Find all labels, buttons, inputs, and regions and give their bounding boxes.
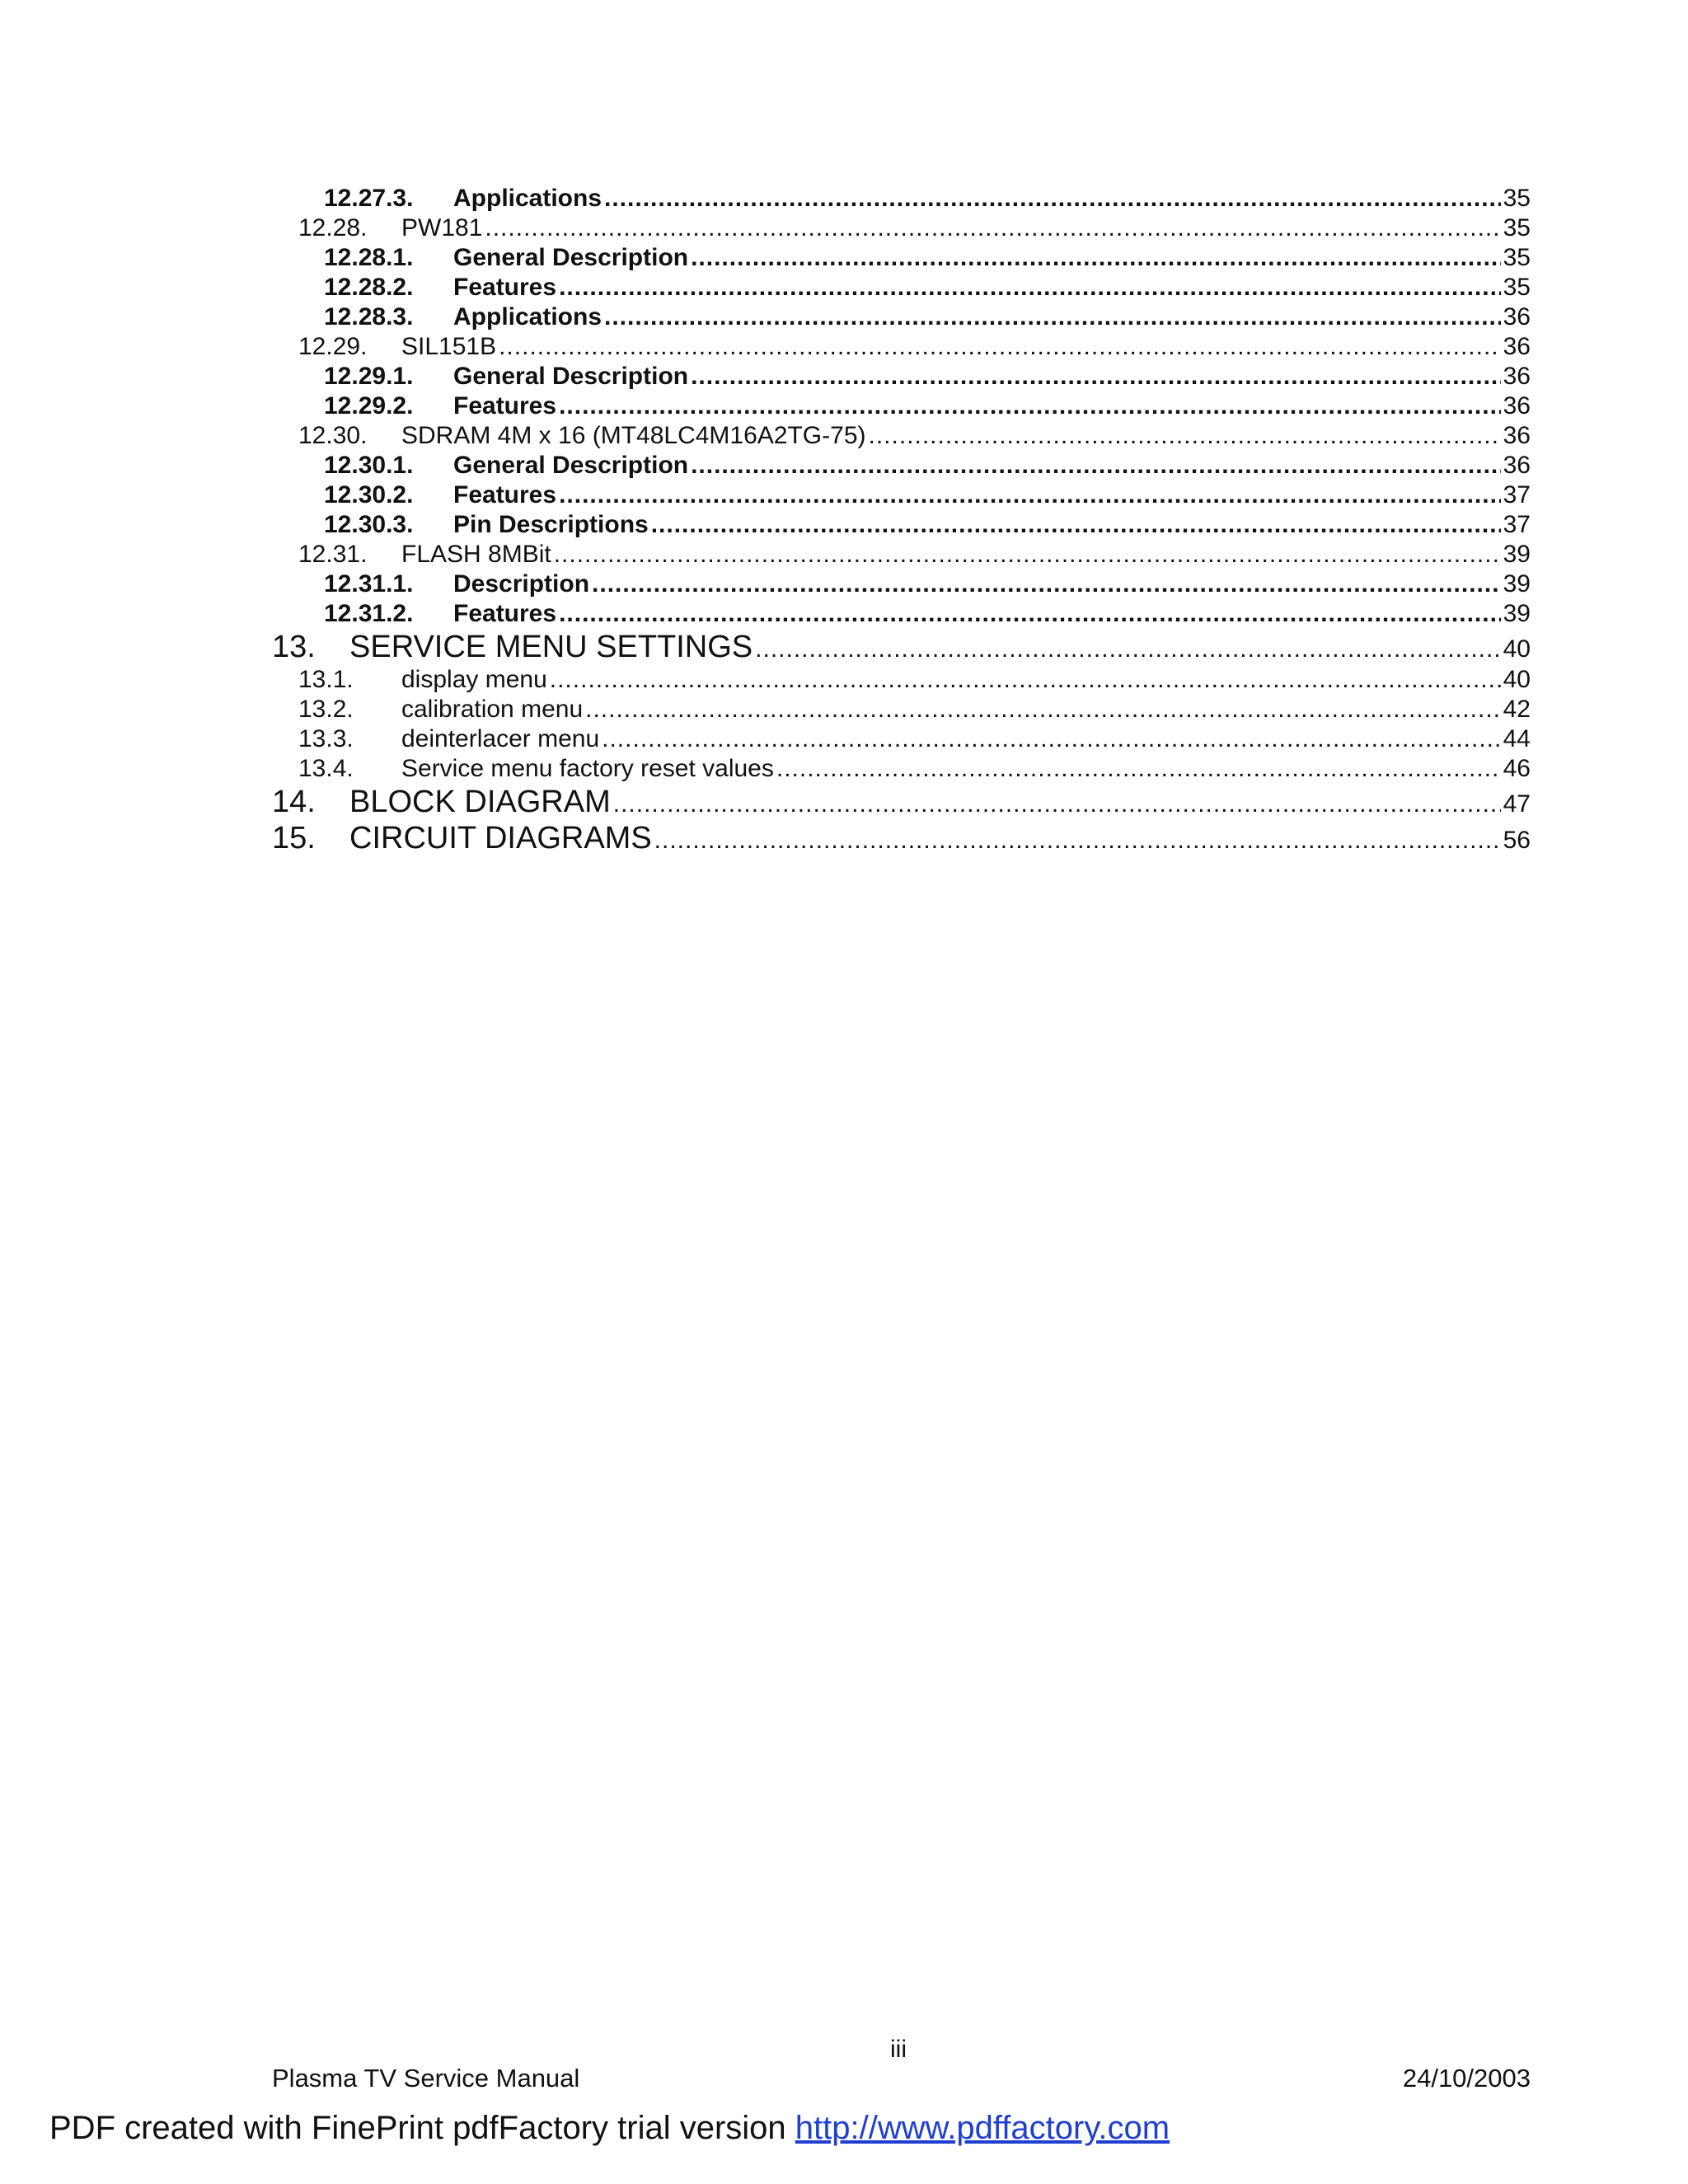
- toc-entry-number: 12.28.2.: [324, 274, 414, 301]
- toc-leader-dots: [691, 363, 1501, 391]
- toc-entry-page: 47: [1503, 790, 1531, 818]
- toc-entry-page: 42: [1503, 696, 1531, 723]
- toc-entry-title: CIRCUIT DIAGRAMS: [349, 821, 652, 855]
- toc-entry-body: [453, 481, 1531, 509]
- toc-entry-number: 12.30.3.: [324, 511, 414, 538]
- toc-entry-title: Service menu factory reset values: [401, 755, 774, 782]
- toc-entry-number: 12.28.3.: [324, 303, 414, 330]
- toc-leader-dots: [755, 635, 1500, 663]
- toc-entry-body: [349, 785, 1531, 820]
- toc-entry-body: [349, 630, 1531, 665]
- toc-entry-title: General Description: [453, 363, 689, 390]
- toc-entry-number: 13.2.: [298, 696, 354, 723]
- toc-entry-number: 12.30.: [298, 422, 368, 449]
- pdf-watermark: [49, 2110, 1170, 2147]
- footer-document-title: Plasma TV Service Manual: [272, 2064, 580, 2093]
- toc-entry-number: 12.27.3.: [324, 185, 414, 212]
- toc-leader-dots: [604, 303, 1501, 331]
- toc-entry-body: [453, 303, 1531, 331]
- toc-entry[interactable]: [0, 630, 1688, 666]
- toc-leader-dots: [691, 452, 1501, 480]
- watermark-text: PDF created with FinePrint pdfFactory trial version: [49, 2110, 786, 2146]
- toc-entry-page: 35: [1503, 185, 1531, 212]
- toc-entry[interactable]: [0, 363, 1688, 392]
- toc-entry-title: Description: [453, 570, 590, 598]
- toc-entry-title: SERVICE MENU SETTINGS: [349, 630, 753, 664]
- toc-entry-body: [401, 422, 1531, 450]
- toc-entry-title: Applications: [453, 303, 603, 330]
- toc-entry-page: 40: [1503, 666, 1531, 693]
- toc-leader-dots: [869, 422, 1501, 450]
- toc-entry-number: 12.29.: [298, 333, 368, 360]
- toc-entry[interactable]: [0, 541, 1688, 570]
- toc-entry-number: 12.31.: [298, 541, 368, 568]
- toc-entry[interactable]: [0, 821, 1688, 857]
- toc-leader-dots: [559, 481, 1501, 509]
- toc-entry-page: 35: [1503, 244, 1531, 271]
- toc-entry-body: [401, 541, 1531, 569]
- toc-entry-title: Features: [453, 392, 557, 419]
- toc-entry-number: 12.31.2.: [324, 600, 414, 627]
- toc-entry-title: SIL151B: [401, 333, 497, 360]
- toc-leader-dots: [585, 696, 1501, 724]
- toc-leader-dots: [691, 244, 1501, 272]
- toc-entry-number: 15.: [272, 821, 316, 855]
- toc-entry-number: 12.30.2.: [324, 481, 414, 509]
- toc-entry-page: 36: [1503, 333, 1531, 360]
- toc-entry[interactable]: [0, 785, 1688, 821]
- toc-entry-body: [401, 696, 1531, 724]
- toc-entry-title: calibration menu: [401, 696, 584, 723]
- toc-entry-body: [401, 214, 1531, 242]
- toc-entry-title: General Description: [453, 244, 689, 271]
- toc-entry-body: [453, 274, 1531, 302]
- toc-entry-title: Features: [453, 600, 557, 627]
- toc-leader-dots: [554, 541, 1501, 569]
- toc-entry-body: [453, 244, 1531, 272]
- toc-entry[interactable]: [0, 570, 1688, 600]
- toc-entry-page: 44: [1503, 725, 1531, 752]
- footer-date: 24/10/2003: [1402, 2064, 1531, 2093]
- toc-entry-number: 13.: [272, 630, 316, 664]
- toc-leader-dots: [592, 570, 1501, 598]
- toc-entry-body: [349, 821, 1531, 856]
- toc-entry-page: 36: [1503, 422, 1531, 449]
- toc-entry[interactable]: [0, 392, 1688, 422]
- toc-entry[interactable]: [0, 244, 1688, 274]
- toc-entry-page: 46: [1503, 755, 1531, 782]
- toc-entry[interactable]: [0, 452, 1688, 481]
- toc-entry-number: 13.3.: [298, 725, 354, 752]
- toc-entry-title: General Description: [453, 452, 689, 479]
- toc-entry[interactable]: [0, 600, 1688, 630]
- toc-entry-page: 37: [1503, 481, 1531, 509]
- toc-entry[interactable]: [0, 422, 1688, 452]
- toc-entry-page: 37: [1503, 511, 1531, 538]
- toc-entry-number: 12.30.1.: [324, 452, 414, 479]
- toc-leader-dots: [559, 600, 1501, 628]
- toc-leader-dots: [559, 274, 1501, 302]
- toc-entry-number: 12.31.1.: [324, 570, 414, 598]
- toc-entry-page: 35: [1503, 274, 1531, 301]
- toc-entry-body: [453, 511, 1531, 539]
- toc-entry-page: 35: [1503, 214, 1531, 241]
- toc-leader-dots: [485, 214, 1500, 242]
- toc-entry-page: 39: [1503, 570, 1531, 598]
- toc-leader-dots: [604, 185, 1501, 213]
- toc-entry[interactable]: [0, 274, 1688, 303]
- toc-leader-dots: [654, 827, 1501, 855]
- toc-entry-number: 13.1.: [298, 666, 354, 693]
- watermark-link[interactable]: http://www.pdffactory.com: [795, 2110, 1170, 2146]
- toc-entry-body: [401, 725, 1531, 753]
- toc-entry-number: 14.: [272, 785, 316, 819]
- toc-entry-number: 12.29.1.: [324, 363, 414, 390]
- toc-entry[interactable]: [0, 185, 1688, 214]
- toc-entry-title: SDRAM 4M x 16 (MT48LC4M16A2TG-75): [401, 422, 866, 449]
- toc-entry-body: [401, 666, 1531, 694]
- toc-entry-number: 13.4.: [298, 755, 354, 782]
- toc-entry-body: [401, 333, 1531, 361]
- toc-entry[interactable]: [0, 333, 1688, 363]
- toc-entry-body: [401, 755, 1531, 783]
- toc-entry-page: 36: [1503, 392, 1531, 419]
- toc-entry-title: display menu: [401, 666, 547, 693]
- toc-entry-title: Pin Descriptions: [453, 511, 649, 538]
- toc-entry-body: [453, 570, 1531, 598]
- toc-entry-title: BLOCK DIAGRAM: [349, 785, 611, 819]
- toc-leader-dots: [613, 790, 1501, 818]
- toc-entry-title: Features: [453, 481, 557, 509]
- toc-entry-page: 36: [1503, 363, 1531, 390]
- toc-leader-dots: [776, 755, 1501, 783]
- toc-entry-number: 12.28.: [298, 214, 368, 241]
- toc-entry-number: 12.29.2.: [324, 392, 414, 419]
- toc-entry-page: 36: [1503, 452, 1531, 479]
- toc-entry-page: 39: [1503, 541, 1531, 568]
- toc-entry[interactable]: [0, 303, 1688, 333]
- toc-entry-number: 12.28.1.: [324, 244, 414, 271]
- toc-entry-body: [453, 185, 1531, 213]
- toc-leader-dots: [602, 725, 1500, 753]
- toc-entry[interactable]: [0, 755, 1688, 785]
- toc-entry[interactable]: [0, 696, 1688, 725]
- toc-entry[interactable]: [0, 481, 1688, 511]
- toc-entry-body: [453, 392, 1531, 420]
- toc-entry[interactable]: [0, 725, 1688, 755]
- toc-entry-title: deinterlacer menu: [401, 725, 600, 752]
- toc-entry-title: PW181: [401, 214, 483, 241]
- toc-entry-page: 56: [1503, 827, 1531, 854]
- toc-entry-title: Features: [453, 274, 557, 301]
- toc-leader-dots: [499, 333, 1501, 361]
- toc-entry-page: 36: [1503, 303, 1531, 330]
- toc-entry-body: [453, 363, 1531, 391]
- toc-entry-page: 40: [1503, 635, 1531, 663]
- toc-leader-dots: [550, 666, 1501, 694]
- toc-entry-title: FLASH 8MBit: [401, 541, 551, 568]
- toc-entry-body: [453, 452, 1531, 480]
- toc-entry[interactable]: [0, 511, 1688, 541]
- toc-entry[interactable]: [0, 666, 1688, 696]
- toc-entry[interactable]: [0, 214, 1688, 244]
- page-number: iii: [890, 2036, 907, 2063]
- toc-entry-body: [453, 600, 1531, 628]
- toc-leader-dots: [651, 511, 1501, 539]
- toc-leader-dots: [559, 392, 1501, 420]
- toc-entry-title: Applications: [453, 185, 603, 212]
- toc-entry-page: 39: [1503, 600, 1531, 627]
